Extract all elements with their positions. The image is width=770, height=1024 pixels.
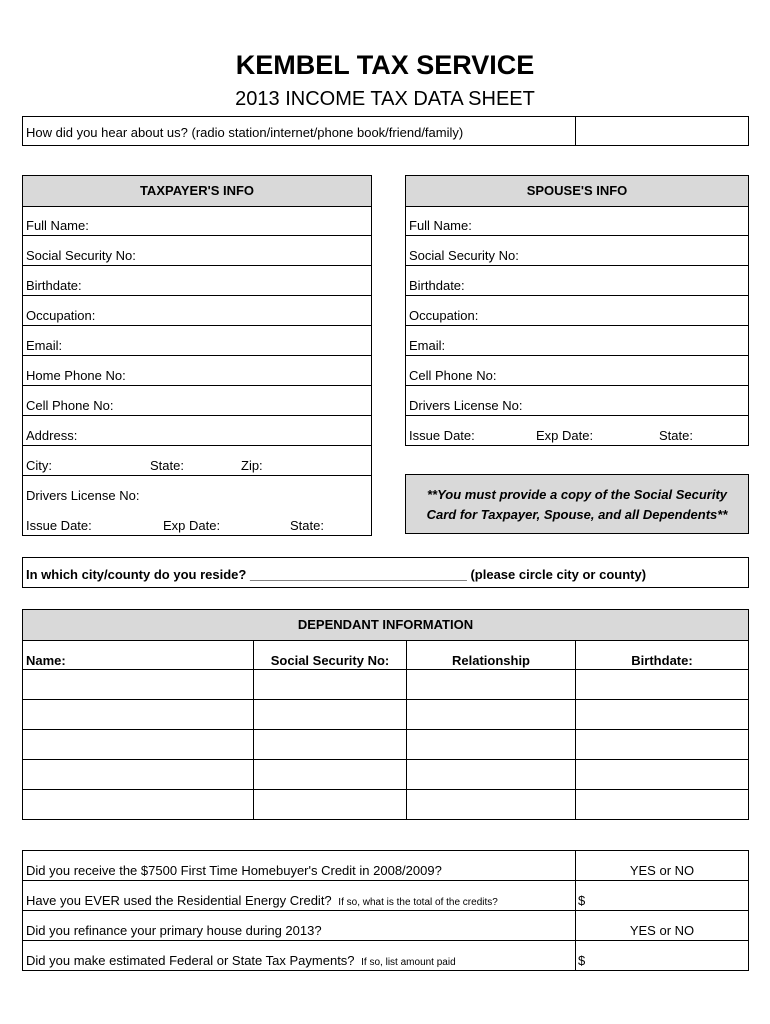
question-note: If so, list amount paid [361,957,456,968]
spouse-full-name-field[interactable]: Full Name: [409,218,472,233]
referral-row [22,116,749,146]
answer-refinance[interactable]: YES or NO [629,923,695,938]
taxpayer-email-field[interactable]: Email: [26,338,63,353]
question-text: Did you make estimated Federal or State Tax Payments? [26,953,355,968]
taxpayer-drivers-license-field[interactable]: Drivers License No: [26,488,140,503]
answer-homebuyer-credit[interactable]: YES or NO [629,863,695,878]
answer-estimated-payments[interactable]: $ [578,953,586,968]
notice-line-2: Card for Taxpayer, Spouse, and all Dependents** [426,507,728,522]
answer-energy-credit[interactable]: $ [578,893,586,908]
question-estimated-payments [26,953,456,968]
spouse-issue-date-field[interactable]: Issue Date: [409,428,475,443]
dependents-col-name: Name: [26,653,66,668]
taxpayer-exp-date-field[interactable]: Exp Date: [163,518,221,533]
question-text: Did you receive the $7500 First Time Homebuyer's Credit in 2008/2009? [26,863,442,878]
dependents-col-ssn: Social Security No: [270,653,390,668]
residence-question [26,567,646,582]
taxpayer-cell-phone-field[interactable]: Cell Phone No: [26,398,114,413]
taxpayer-info-heading: TAXPAYER'S INFO [23,176,371,207]
taxpayer-home-phone-field[interactable]: Home Phone No: [26,368,126,383]
dependent-row[interactable] [23,790,748,819]
dependent-row[interactable] [23,730,748,759]
taxpayer-birthdate-field[interactable]: Birthdate: [26,278,82,293]
spouse-drivers-license-field[interactable]: Drivers License No: [409,398,523,413]
dependents-col-birthdate: Birthdate: [631,653,693,668]
question-energy-credit [26,893,498,908]
notice-line-1: **You must provide a copy of the Social Security [426,487,728,502]
spouse-occupation-field[interactable]: Occupation: [409,308,479,323]
page-subtitle: 2013 INCOME TAX DATA SHEET [235,88,535,110]
spouse-birthdate-field[interactable]: Birthdate: [409,278,465,293]
taxpayer-state-field[interactable]: State: [150,458,184,473]
spouse-info-heading: SPOUSE'S INFO [406,176,748,207]
dependent-row[interactable] [23,670,748,699]
referral-answer-field[interactable] [576,117,748,145]
residence-blank-field[interactable]: ______________________________ [249,567,467,582]
dependents-heading: DEPENDANT INFORMATION [23,610,748,641]
residence-row [22,557,749,588]
spouse-exp-date-field[interactable]: Exp Date: [536,428,594,443]
dependent-row[interactable] [23,760,748,789]
question-text: Have you EVER used the Residential Energy Credit? [26,893,332,908]
spouse-cell-phone-field[interactable]: Cell Phone No: [409,368,497,383]
spouse-email-field[interactable]: Email: [409,338,446,353]
taxpayer-zip-field[interactable]: Zip: [241,458,263,473]
spouse-license-state-field[interactable]: State: [659,428,693,443]
question-refinance [26,923,322,938]
page-title: KEMBEL TAX SERVICE [235,50,535,80]
dependents-section [22,609,749,820]
residence-question-text: In which city/county do you reside? [26,567,247,582]
dependents-col-relationship: Relationship [451,653,530,668]
dependent-row[interactable] [23,700,748,729]
taxpayer-occupation-field[interactable]: Occupation: [26,308,96,323]
taxpayer-issue-date-field[interactable]: Issue Date: [26,518,92,533]
ss-card-notice [405,474,749,534]
question-note: If so, what is the total of the credits? [338,897,498,908]
taxpayer-info-section [22,175,372,536]
taxpayer-address-field[interactable]: Address: [26,428,78,443]
taxpayer-city-field[interactable]: City: [26,458,52,473]
referral-question: How did you hear about us? (radio station/internet/phone book/friend/family) [26,125,464,140]
question-homebuyer-credit [26,863,442,878]
spouse-ssn-field[interactable]: Social Security No: [409,248,519,263]
taxpayer-license-state-field[interactable]: State: [290,518,324,533]
taxpayer-full-name-field[interactable]: Full Name: [26,218,89,233]
taxpayer-ssn-field[interactable]: Social Security No: [26,248,136,263]
residence-instruction: (please circle city or county) [470,567,647,582]
questions-section [22,850,749,971]
spouse-info-section [405,175,749,446]
question-text: Did you refinance your primary house during 2013? [26,923,322,938]
